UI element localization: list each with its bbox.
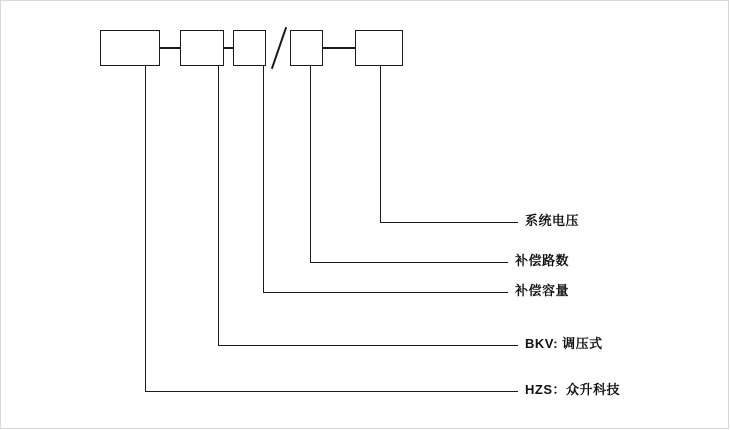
leader-horizontal-compensation-capacity — [263, 292, 508, 293]
leader-horizontal-system-voltage — [380, 222, 518, 223]
model-box-5 — [355, 30, 403, 66]
connector-2-3 — [224, 47, 233, 49]
connector-4-5 — [323, 47, 355, 49]
leader-horizontal-bkv — [218, 345, 518, 346]
model-box-2 — [180, 30, 224, 66]
leader-vertical-compensation-circuits — [310, 66, 311, 262]
leader-horizontal-compensation-circuits — [310, 262, 508, 263]
callout-label-compensation-circuits: 补偿路数 — [515, 253, 570, 268]
model-box-3 — [233, 30, 266, 66]
callout-label-hzs-company: HZS：众升科技 — [525, 382, 621, 397]
callout-label-system-voltage: 系统电压 — [525, 213, 580, 228]
connector-1-2 — [160, 47, 180, 49]
model-box-1 — [100, 30, 160, 66]
leader-vertical-bkv — [218, 66, 219, 345]
leader-vertical-system-voltage — [380, 66, 381, 222]
model-box-4 — [290, 30, 323, 66]
leader-vertical-compensation-capacity — [263, 66, 264, 292]
callout-label-bkv-voltage-regulating: BKV: 调压式 — [525, 336, 603, 351]
leader-vertical-hzs — [145, 66, 146, 391]
leader-horizontal-hzs — [145, 391, 518, 392]
callout-label-compensation-capacity: 补偿容量 — [515, 283, 570, 298]
